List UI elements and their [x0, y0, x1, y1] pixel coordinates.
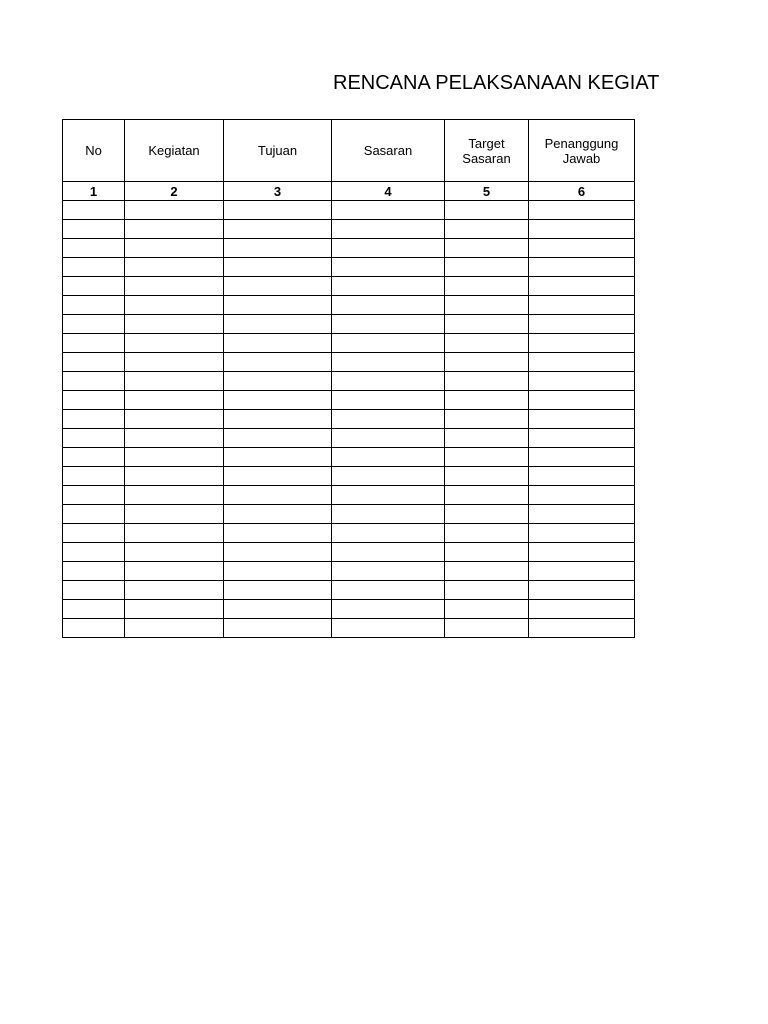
table-row: [63, 581, 635, 600]
table-cell: [332, 600, 445, 619]
table-cell: [445, 372, 529, 391]
activity-plan-table: [62, 119, 635, 638]
table-cell: [63, 391, 125, 410]
table-cell: [63, 505, 125, 524]
table-cell: [63, 524, 125, 543]
table-cell: [63, 334, 125, 353]
table-row: [63, 239, 635, 258]
table-row: [63, 448, 635, 467]
table-cell: [445, 353, 529, 372]
table-cell: [332, 505, 445, 524]
table-cell: [63, 220, 125, 239]
table-cell: [529, 201, 635, 220]
table-cell: [445, 581, 529, 600]
table-row: [63, 296, 635, 315]
table-body: [63, 201, 635, 638]
table-cell: [445, 258, 529, 277]
table-cell: [332, 353, 445, 372]
table-cell: [224, 201, 332, 220]
document-title: RENCANA PELAKSANAAN KEGIAT: [333, 72, 660, 94]
column-number: 4: [332, 182, 445, 201]
table-cell: [125, 296, 224, 315]
table-row: [63, 353, 635, 372]
table-cell: [445, 467, 529, 486]
table-cell: [224, 619, 332, 638]
header-tujuan: Tujuan: [224, 120, 332, 182]
table-cell: [224, 429, 332, 448]
table-cell: [529, 581, 635, 600]
table-cell: [63, 562, 125, 581]
table-cell: [445, 486, 529, 505]
table-cell: [125, 467, 224, 486]
table-cell: [529, 467, 635, 486]
table-row: [63, 429, 635, 448]
table-cell: [125, 429, 224, 448]
table-cell: [445, 543, 529, 562]
header-no: No: [63, 120, 125, 182]
table-cell: [125, 201, 224, 220]
table-cell: [529, 486, 635, 505]
table-cell: [63, 353, 125, 372]
table-cell: [63, 619, 125, 638]
table-row: [63, 524, 635, 543]
table-cell: [125, 391, 224, 410]
table-cell: [332, 334, 445, 353]
table-cell: [224, 562, 332, 581]
table-row: [63, 562, 635, 581]
table-cell: [445, 600, 529, 619]
table-cell: [445, 524, 529, 543]
table-cell: [332, 448, 445, 467]
table-cell: [332, 429, 445, 448]
table-cell: [224, 277, 332, 296]
column-number: 2: [125, 182, 224, 201]
table-cell: [445, 391, 529, 410]
table-cell: [529, 239, 635, 258]
table-cell: [332, 372, 445, 391]
table-row: [63, 600, 635, 619]
table-row: [63, 258, 635, 277]
table-cell: [332, 391, 445, 410]
table-cell: [125, 277, 224, 296]
table-row: [63, 505, 635, 524]
table-row: [63, 201, 635, 220]
table-cell: [125, 448, 224, 467]
table-cell: [125, 581, 224, 600]
table-cell: [125, 220, 224, 239]
table-cell: [125, 600, 224, 619]
table-cell: [529, 562, 635, 581]
table-cell: [445, 239, 529, 258]
table-cell: [529, 296, 635, 315]
header-row: [63, 120, 635, 182]
table-cell: [332, 581, 445, 600]
table-cell: [529, 353, 635, 372]
header-kegiatan: Kegiatan: [125, 120, 224, 182]
table-cell: [529, 391, 635, 410]
table-cell: [125, 334, 224, 353]
table-cell: [224, 391, 332, 410]
table-cell: [529, 334, 635, 353]
table-cell: [224, 296, 332, 315]
table-cell: [125, 315, 224, 334]
table-cell: [529, 600, 635, 619]
table-cell: [224, 239, 332, 258]
table-cell: [332, 543, 445, 562]
table-cell: [63, 410, 125, 429]
table-cell: [445, 429, 529, 448]
table-cell: [529, 619, 635, 638]
table-cell: [332, 410, 445, 429]
table-row: [63, 486, 635, 505]
table-cell: [445, 296, 529, 315]
table-cell: [224, 505, 332, 524]
table-row: [63, 220, 635, 239]
table-cell: [529, 505, 635, 524]
table-cell: [63, 277, 125, 296]
table-row: [63, 410, 635, 429]
table-cell: [445, 220, 529, 239]
table-cell: [332, 239, 445, 258]
table-cell: [125, 486, 224, 505]
table-cell: [445, 505, 529, 524]
table-cell: [529, 448, 635, 467]
table-cell: [224, 524, 332, 543]
table-cell: [224, 581, 332, 600]
table-cell: [224, 448, 332, 467]
table-cell: [63, 372, 125, 391]
table-cell: [63, 581, 125, 600]
table-cell: [445, 315, 529, 334]
table-row: [63, 277, 635, 296]
column-number: 3: [224, 182, 332, 201]
table-cell: [529, 410, 635, 429]
table-cell: [529, 429, 635, 448]
table-cell: [63, 467, 125, 486]
table-row: [63, 619, 635, 638]
table-cell: [125, 543, 224, 562]
table-cell: [529, 372, 635, 391]
table-cell: [125, 505, 224, 524]
column-number: 5: [445, 182, 529, 201]
table-row: [63, 315, 635, 334]
header-sasaran: Sasaran: [332, 120, 445, 182]
header-penanggung-jawab: Penanggung Jawab: [529, 120, 635, 182]
table-cell: [125, 353, 224, 372]
table-row: [63, 391, 635, 410]
table-cell: [529, 258, 635, 277]
table-cell: [63, 315, 125, 334]
table-cell: [224, 486, 332, 505]
table-cell: [63, 239, 125, 258]
table-cell: [224, 543, 332, 562]
table-cell: [63, 201, 125, 220]
table-cell: [332, 220, 445, 239]
table-cell: [332, 619, 445, 638]
table-cell: [125, 258, 224, 277]
table-cell: [224, 410, 332, 429]
table-cell: [332, 258, 445, 277]
table-cell: [445, 334, 529, 353]
table-cell: [332, 315, 445, 334]
table-cell: [125, 619, 224, 638]
table-row: [63, 543, 635, 562]
table-cell: [332, 524, 445, 543]
table-cell: [332, 562, 445, 581]
table-cell: [332, 277, 445, 296]
table-cell: [224, 258, 332, 277]
table-cell: [529, 524, 635, 543]
column-number: 6: [529, 182, 635, 201]
table-cell: [63, 429, 125, 448]
table-cell: [224, 334, 332, 353]
table-cell: [63, 296, 125, 315]
table-row: [63, 467, 635, 486]
table-cell: [445, 277, 529, 296]
column-number-row: [63, 182, 635, 201]
table-cell: [529, 543, 635, 562]
table-cell: [125, 562, 224, 581]
table-cell: [445, 410, 529, 429]
table-cell: [445, 619, 529, 638]
table-cell: [63, 600, 125, 619]
table-row: [63, 334, 635, 353]
table-cell: [63, 486, 125, 505]
table-cell: [529, 277, 635, 296]
table-cell: [529, 315, 635, 334]
table-cell: [63, 258, 125, 277]
table-cell: [332, 296, 445, 315]
table-cell: [224, 600, 332, 619]
table-cell: [224, 467, 332, 486]
table-cell: [445, 448, 529, 467]
table-cell: [63, 448, 125, 467]
table-cell: [529, 220, 635, 239]
table-cell: [332, 201, 445, 220]
table-cell: [332, 486, 445, 505]
table-cell: [445, 201, 529, 220]
table-cell: [445, 562, 529, 581]
table-cell: [224, 315, 332, 334]
table-row: [63, 372, 635, 391]
header-target-sasaran: Target Sasaran: [445, 120, 529, 182]
table-cell: [125, 372, 224, 391]
table-cell: [125, 239, 224, 258]
table-cell: [224, 220, 332, 239]
table-cell: [125, 410, 224, 429]
column-number: 1: [63, 182, 125, 201]
table-cell: [125, 524, 224, 543]
table-cell: [224, 353, 332, 372]
table-cell: [63, 543, 125, 562]
table-cell: [224, 372, 332, 391]
table-cell: [332, 467, 445, 486]
